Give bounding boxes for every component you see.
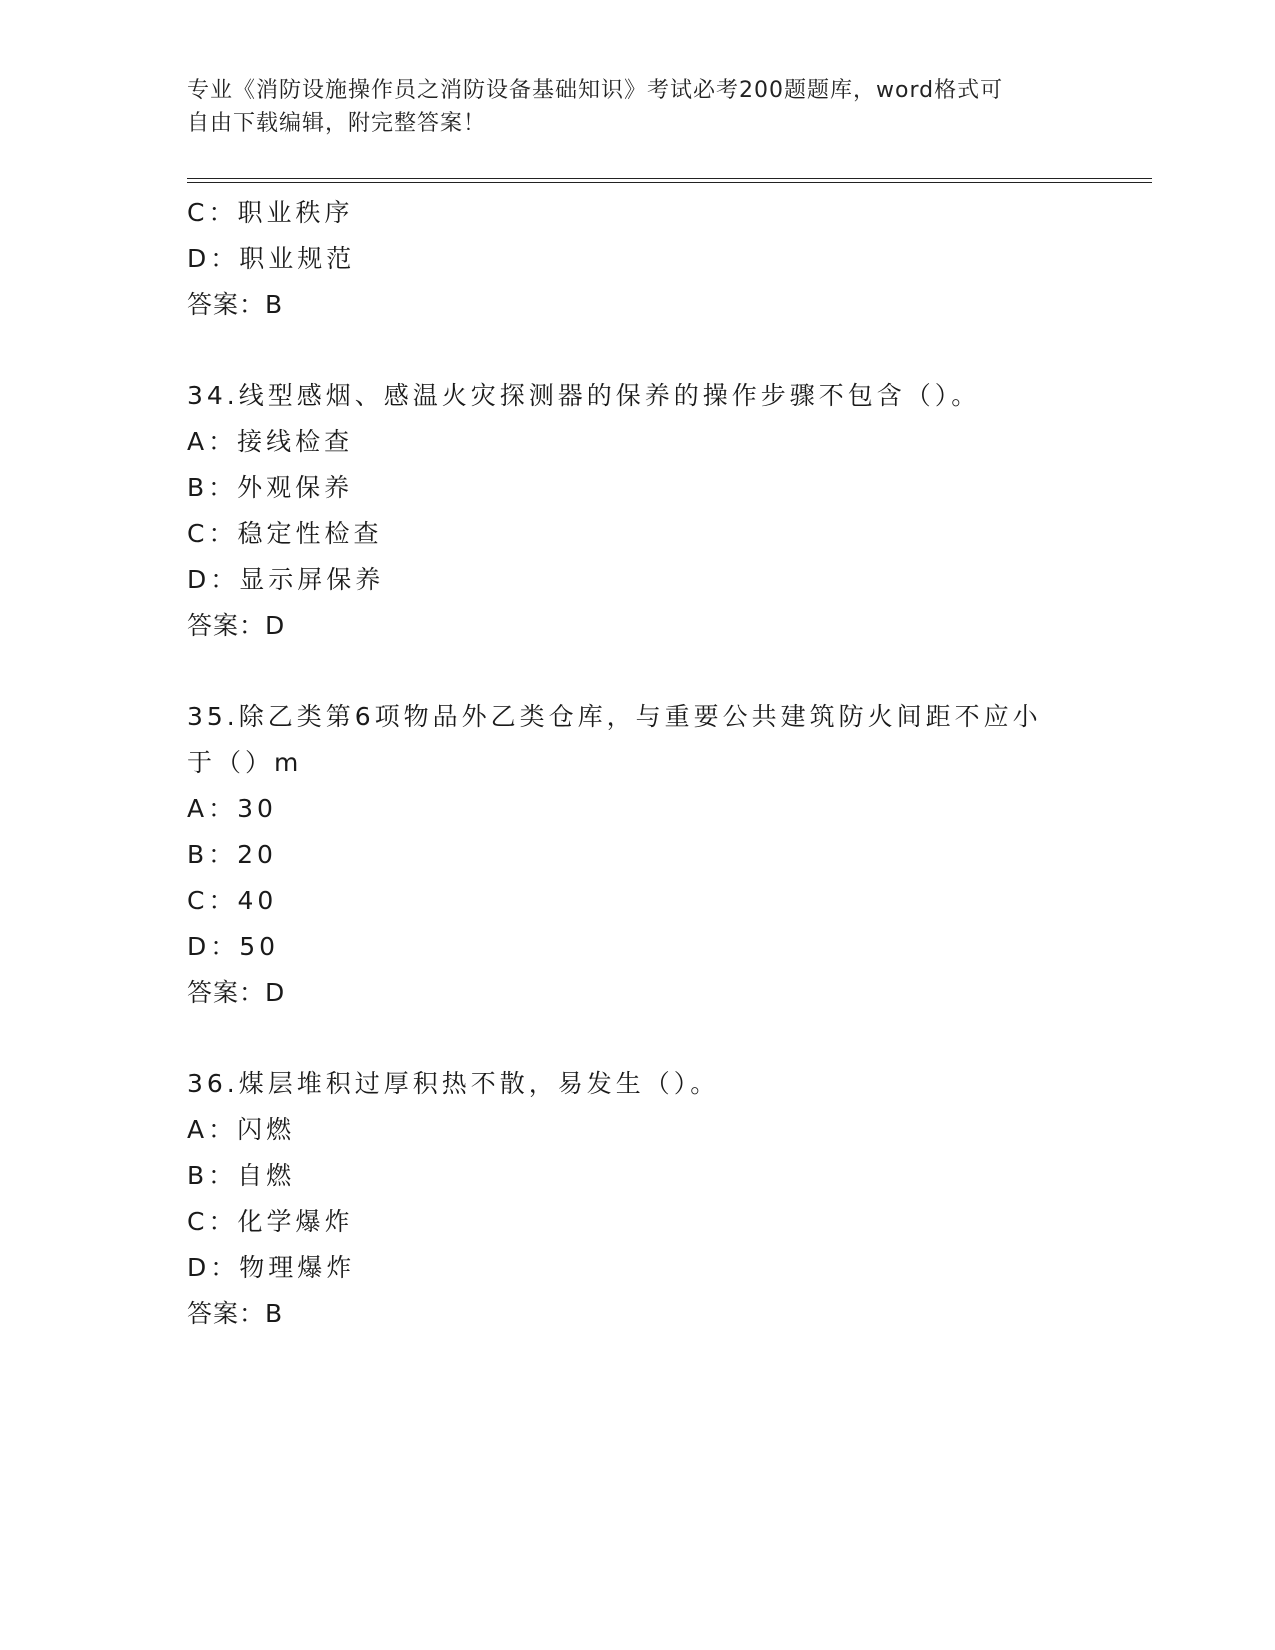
header-double-rule: [187, 178, 1152, 183]
option-d: D：50: [187, 932, 280, 961]
answer-line: 答案：B: [187, 1299, 284, 1328]
question-36: [187, 1061, 1087, 1337]
option-a: A：接线检查: [187, 427, 354, 456]
question-35: [187, 694, 1087, 1016]
option-a: A：闪燃: [187, 1115, 296, 1144]
option-c: C：职业秩序: [187, 198, 354, 227]
option-d: D：职业规范: [187, 244, 356, 273]
question-34: [187, 373, 1087, 649]
spacer: [187, 649, 1087, 694]
option-b: B：20: [187, 840, 277, 869]
option-d: D：物理爆炸: [187, 1253, 356, 1282]
continued-question: [187, 190, 1087, 328]
option-d: D：显示屏保养: [187, 565, 385, 594]
option-c: C：稳定性检查: [187, 519, 383, 548]
header-line-2: 自由下载编辑，附完整答案！: [187, 111, 487, 136]
option-c: C：化学爆炸: [187, 1207, 354, 1236]
question-content: [187, 190, 1087, 1337]
question-stem: 36.煤层堆积过厚积热不散，易发生（）。: [187, 1069, 720, 1098]
option-c: C：40: [187, 886, 278, 915]
question-stem: 34.线型感烟、感温火灾探测器的保养的操作步骤不包含（）。: [187, 381, 981, 410]
header-line-1: 专业《消防设施操作员之消防设备基础知识》考试必考200题题库，word格式可: [187, 78, 1004, 103]
option-b: B：外观保养: [187, 473, 354, 502]
document-header: [187, 74, 1067, 140]
answer-line: 答案：D: [187, 611, 286, 640]
spacer: [187, 1016, 1087, 1061]
answer-line: 答案：B: [187, 290, 284, 319]
option-a: A：30: [187, 794, 277, 823]
answer-line: 答案：D: [187, 978, 286, 1007]
spacer: [187, 328, 1087, 373]
option-b: B：自燃: [187, 1161, 296, 1190]
question-stem: 35.除乙类第6项物品外乙类仓库，与重要公共建筑防火间距不应小于（）m: [187, 702, 1042, 777]
